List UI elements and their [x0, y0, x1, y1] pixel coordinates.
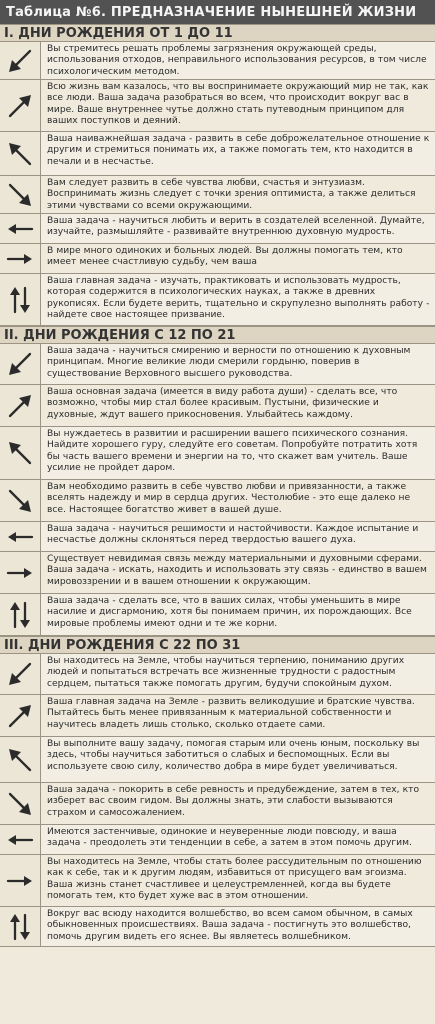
- row-text: Вы выполните вашу задачу, помогая старым или очень юным, поскольку вы здесь, чтобы научиться заботиться о слабых и беспомощных. Если вы используете свою силу, количество добра в мире будет увеличиваться.: [47, 739, 420, 772]
- table-row: [0, 594, 435, 636]
- table-row: [0, 344, 435, 385]
- arrow-right-icon: [0, 855, 41, 906]
- row-text: Существует невидимая связь между материальными и духовными сферами. Ваша задача - искать, находить и использовать эту связь - единство в вашем мировоззрении и в вашем отношении к окружающим.: [47, 554, 427, 587]
- row-text: Имеются застенчивые, одинокие и неуверенные люди повсюду, и ваша задача - преодолеть эти тенденции в себе, а затем в этом помочь другим.: [47, 827, 412, 849]
- arrow-down-right-icon: [0, 480, 41, 521]
- arrow-up-right-icon: [0, 385, 41, 426]
- arrow-up-left-icon: [0, 427, 41, 479]
- table-row: [0, 825, 435, 855]
- table-row: [0, 385, 435, 427]
- arrow-down-right-icon: [0, 783, 41, 824]
- arrow-left-icon: [0, 522, 41, 551]
- table-row: [0, 132, 435, 176]
- arrow-right-icon: [0, 552, 41, 593]
- arrow-up-right-icon: [0, 80, 41, 131]
- table-row: [0, 480, 435, 522]
- row-text: Ваша главная задача на Земле - развить великодушие и братские чувства. Пытайтесь быть менее привязанным к материальной собственности и научитесь владеть лишь столько, сколько отдаете сами.: [47, 697, 415, 730]
- arrows-up-down-icon: [0, 274, 41, 325]
- row-text: Ваша главная задача - изучать, практиковать и использовать мудрость, которая содержится в психологических науках, а также в древних рукописях. Если будете верить, тщательно и скрупулезно выполнять работу - найдете свое настоящее призвание.: [47, 276, 430, 321]
- row-text: Ваша задача - научиться решимости и настойчивости. Каждое испытание и несчастье должны склоняться перед твердостью вашего духа.: [47, 524, 419, 546]
- row-text: Ваша задача - покорить в себе ревность и предубеждение, затем в тех, кто изберет вас своим гидом. Вы должны знать, эти слабости вызываются страхом и самосожалением.: [47, 785, 420, 818]
- row-text: Ваша наиважнейшая задача - развить в себе доброжелательное отношение к другим и стремиться понимать их, а также помогать тем, кто находится в печали и в несчастье.: [47, 134, 430, 167]
- table-row: [0, 522, 435, 552]
- section-2: [0, 326, 435, 636]
- arrow-left-icon: [0, 825, 41, 854]
- table-row: [0, 695, 435, 737]
- table-row: [0, 737, 435, 783]
- section-1: [0, 24, 435, 326]
- table-row: [0, 654, 435, 695]
- table-row: [0, 42, 435, 80]
- row-text: В мире много одиноких и больных людей. Вы должны помогать тем, кто имеет менее счастливую судьбу, чем ваша: [47, 246, 403, 268]
- table-row: [0, 783, 435, 825]
- table-row: [0, 907, 435, 947]
- arrow-up-left-icon: [0, 132, 41, 175]
- table-row: [0, 552, 435, 594]
- section-header: III. ДНИ РОЖДЕНИЯ С 22 ПО 31: [0, 636, 435, 654]
- arrows-up-down-icon: [0, 907, 41, 946]
- section-header: I. ДНИ РОЖДЕНИЯ ОТ 1 ДО 11: [0, 24, 435, 42]
- row-text: Вы нуждаетесь в развитии и расширении вашего психического сознания. Найдите хорошего гуру, следуйте его советам. Попробуйте потратить хотя бы часть вашего времени и энергии на то, что скажет вам учитель. Ваше усилие не пройдет даром.: [47, 429, 418, 474]
- arrow-down-right-icon: [0, 176, 41, 213]
- table-row: [0, 176, 435, 214]
- arrow-down-left-icon: [0, 654, 41, 694]
- row-text: Ваша задача - научиться любить и верить в создателей вселенной. Думайте, изучайте, размышляйте - развивайте внутреннюю духовную мудрость.: [47, 216, 425, 238]
- row-text: Вы стремитесь решать проблемы загрязнения окружающей среды, использования отходов, неправильного использования ресурсов, в том числе психологическим методом.: [47, 44, 427, 77]
- table-row: [0, 80, 435, 132]
- row-text: Вам необходимо развить в себе чувство любви и привязанности, а также вселять надежду и мир в сердца других. Честолюбие - это еще далеко не все. Настоящее богатство живет в вашей душе.: [47, 482, 411, 515]
- table-row: [0, 855, 435, 907]
- arrow-down-left-icon: [0, 344, 41, 384]
- table-row: [0, 274, 435, 326]
- row-text: Вы находитесь на Земле, чтобы стать более рассудительным по отношению как к себе, так и к другим людям, избавиться от присущего вам эгоизма. Ваша жизнь станет счастливее и целеустремленней, когда вы будете помогать тем, кто будет хуже вас в этом отношении.: [47, 857, 422, 902]
- row-text: Вам следует развить в себе чувства любви, счастья и энтузиазм. Воспринимать жизнь следует с точки зрения оптимиста, а также делиться этими чувствами со всеми окружающими.: [47, 178, 416, 211]
- table-title: Таблица №6. ПРЕДНАЗНАЧЕНИЕ НЫНЕШНЕЙ ЖИЗНИ: [0, 0, 435, 24]
- section-3: [0, 636, 435, 947]
- row-text: Вы находитесь на Земле, чтобы научиться терпению, пониманию других людей и попытаться встречать все жизненные трудности с радостным сердцем, пытаться также помогать другим, будучи спокойным духом.: [47, 656, 405, 689]
- arrow-up-left-icon: [0, 737, 41, 782]
- section-header: II. ДНИ РОЖДЕНИЯ С 12 ПО 21: [0, 326, 435, 344]
- arrow-right-icon: [0, 244, 41, 273]
- row-text: Вокруг вас всюду находится волшебство, во всем самом обычном, в самых обыкновенных происшествиях. Ваша задача - постигнуть это волшебство, помочь другим видеть его яснее. Вы являетесь волшебником.: [47, 909, 413, 942]
- table-row: [0, 244, 435, 274]
- row-text: Ваша задача - сделать все, что в ваших силах, чтобы уменьшить в мире насилие и дисгармонию, хотя бы понимаем причин, их порождающих. Все мировые проблемы имеют одни и те же корни.: [47, 596, 412, 629]
- arrows-up-down-icon: [0, 594, 41, 635]
- row-text: Ваша задача - научиться смирению и верности по отношению к духовным принципам. Многие великие люди смерили гордыню, поверив в существование Верховного высшего руководства.: [47, 346, 411, 379]
- table-row: [0, 427, 435, 480]
- row-text: Всю жизнь вам казалось, что вы воспринимаете окружающий мир не так, как все люди. Ваша задача разобраться во всем, что происходит вокруг вас в мире. Ваше внутреннее чутье должно стать путеводным принципом для ваших поступков и деяний.: [47, 82, 429, 127]
- table-row: [0, 214, 435, 244]
- arrow-up-right-icon: [0, 695, 41, 736]
- arrow-down-left-icon: [0, 42, 41, 79]
- arrow-left-icon: [0, 214, 41, 243]
- row-text: Ваша основная задача (имеется в виду работа души) - сделать все, что возможно, чтобы мир стал более красивым. Пустыни, физические и духовные, ждут вашего прикосновения. Улыбайтесь каждому.: [47, 387, 398, 420]
